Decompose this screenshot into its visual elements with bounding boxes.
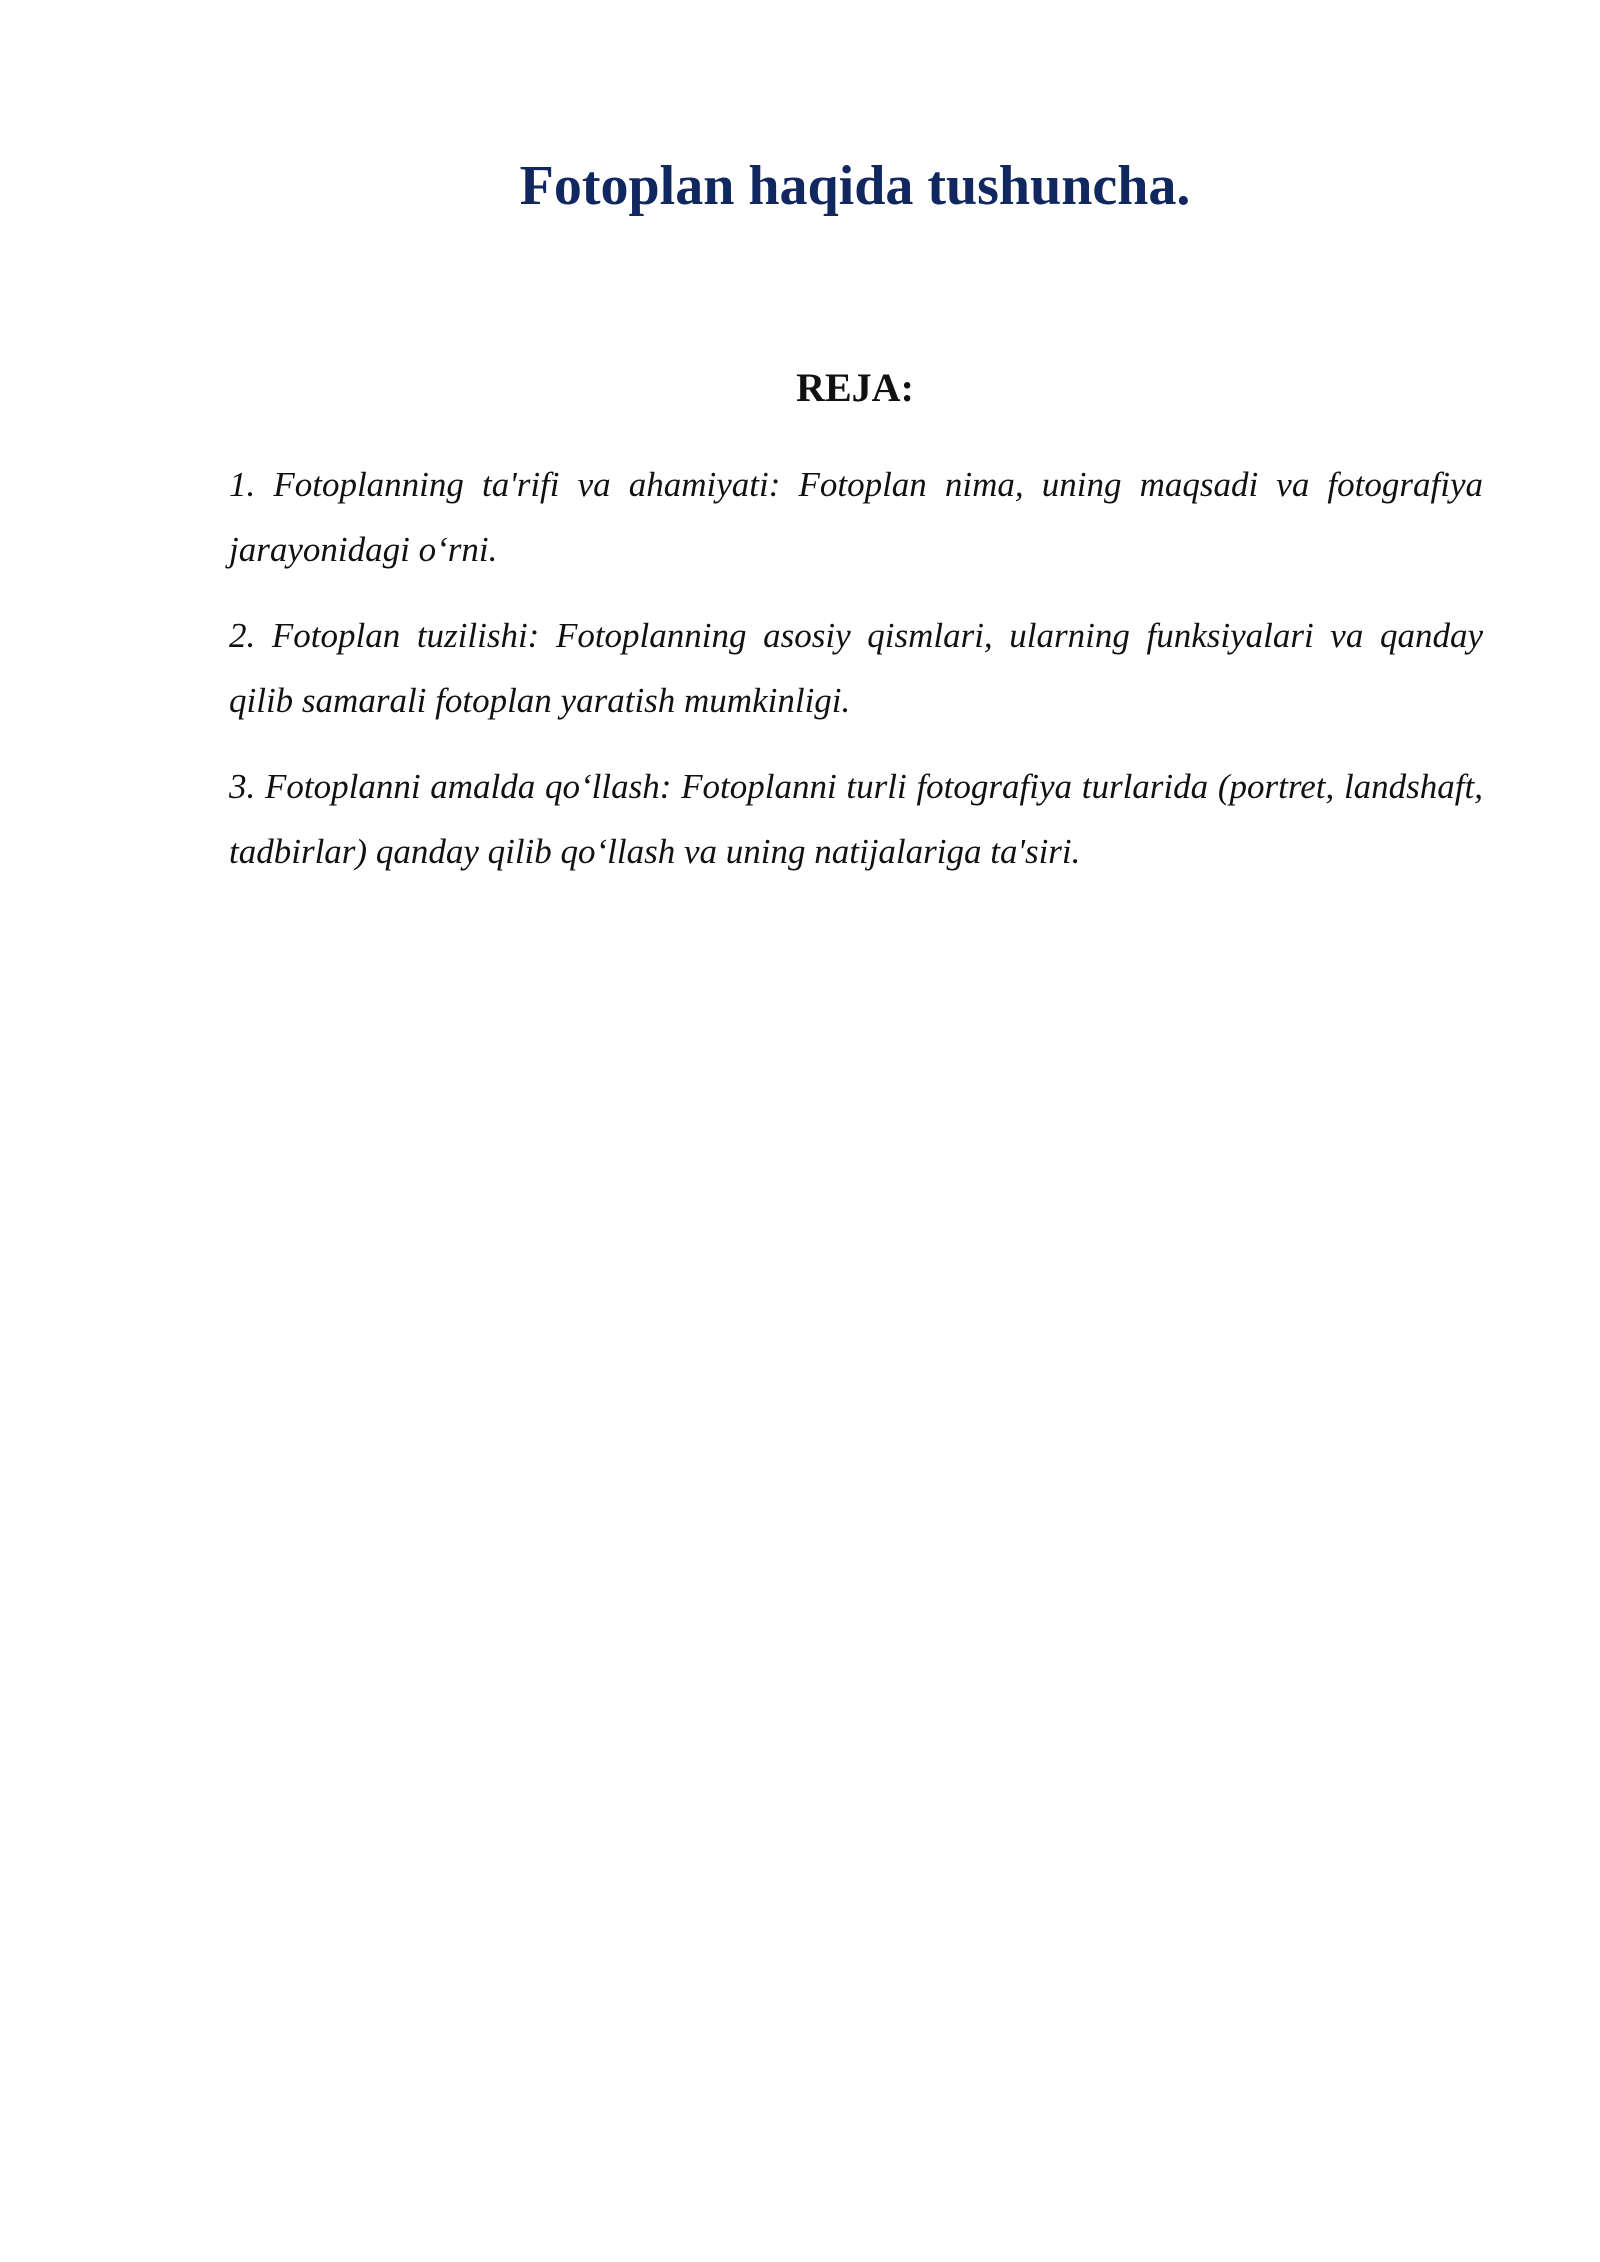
plan-item-1: 1. Fotoplanning ta'rifi va ahamiyati: Fotoplan nima, uning maqsadi va fotografiya jarayonidagi o‘rni. [229,465,1483,569]
page-title: Fotoplan haqida tushuncha. [519,155,1191,217]
plan-item-3: 3. Fotoplanni amalda qo‘llash: Fotoplanni turli fotografiya turlarida (portret, landshaft, tadbirlar) qanday qilib qo‘llash va uning natijalariga ta'siri. [229,767,1483,871]
plan-item-2: 2. Fotoplan tuzilishi: Fotoplanning asosiy qismlari, ularning funksiyalari va qanday qilib samarali fotoplan yaratish mumkinligi. [229,616,1483,720]
plan-list [229,452,1483,905]
plan-heading: REJA: [796,365,914,410]
